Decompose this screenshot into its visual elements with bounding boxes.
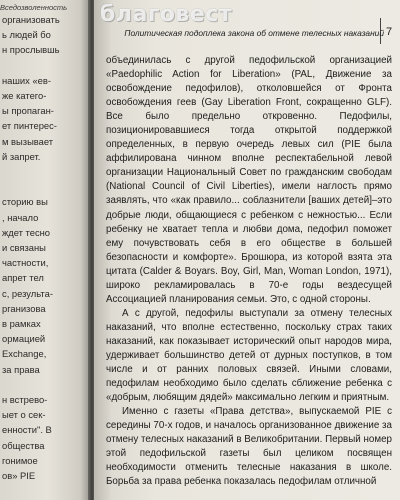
left-page-line: н встрево- [2, 394, 48, 405]
left-page-line: апрет тел [2, 272, 44, 284]
left-page-line: наших «ев- [2, 74, 51, 86]
left-page-line: общества [2, 439, 45, 451]
left-page-line: Exchange, [2, 348, 47, 360]
left-page-line: с, результа- [2, 287, 53, 299]
left-page-line: и связаны [2, 242, 46, 253]
left-page-line: й запрет. [2, 150, 41, 162]
page-body-text [106, 54, 392, 489]
left-page-line: н прослывшь [2, 44, 60, 56]
body-paragraph: А с другой, педофилы выступали за отмену телесных наказаний, что вполне естественно, поскольку страх таких наказаний, как показывает исторический опыт народов мира, удерживает большинство детей от дурных поступков, в том числе и от ранних половых связей. Иными словами, педофилам необходимо было сделать сближение ребенка с «добрым, любящим дядей» максимально легким и приятным. [106, 307, 392, 404]
left-running-head: Вседозволенность [0, 3, 68, 12]
left-page-line: рганизова [2, 302, 46, 314]
right-page [94, 0, 400, 500]
left-page-line: ы пропаган- [2, 105, 54, 117]
watermark-logo: благовест [100, 2, 233, 27]
left-page-line: частности, [2, 257, 49, 269]
left-page-line: ь людей бо [2, 29, 51, 41]
left-page-line: ормацией [2, 333, 46, 345]
left-page-line: сторию вы [2, 196, 48, 208]
left-page-line: ждет тесно [2, 226, 51, 238]
left-page-line: в рамках [2, 318, 41, 329]
body-paragraph: объединилась с другой педофильской организацией «Paedophilic Action for Liberation» (PAL, Движение за освобождение педофилов), отколовшейся от Фронта освобождения геев (Gay Liberation Front, сокращенно GLF). Все было предельно откровенно. Педофилы, позиционировавшиеся тогда открытой поддержкой определенных, в первую очередь левых сил (PIE была аффилирована чинном вполне респектабельной левой организации Национальный Совет по гражданским свободам (National Council of Civil Liberties), имели наглость прямо заявлять, что «как правило... соблазнители [ваших детей]–это добрые люди, общающиеся с ребенком с нежностью... Если ребенку не хватает тепла и любви дома, педофил поможет ему почувствовать себя в его обществе в большей безопасности и комфорте». Брошюра, из которой взята эта цитата (Calder & Boyars. Boy, Girl, Man, Woman London, 1971), широко рекламировалась в 70-е годы вездесущей Ассоциацией планирования семьи. Это, с одной стороны. [106, 55, 392, 305]
left-page-line: , начало [2, 211, 39, 223]
left-page-line: за права [2, 363, 40, 375]
left-page [0, 0, 92, 500]
left-page-line: м вызывает [2, 135, 54, 147]
page-number: 7 [386, 26, 393, 38]
left-page-line: организовать [2, 14, 60, 25]
left-page-line: ов» PIE [2, 470, 36, 481]
left-page-line: же катего- [2, 90, 47, 101]
body-paragraph: Именно с газеты «Права детства», выпускаемой PIE с середины 70-х годов, и началось организованное движение за отмену телесных наказаний в Великобритании. Первый номер этой педофильской газеты был целиком посвящен необходимости отменить телесные наказания в школе. Борьба за права ребенка показалась педофилам отличной [106, 406, 392, 488]
left-page-line: енности". В [2, 424, 52, 436]
left-page-line: ет пинтерес- [2, 120, 57, 132]
left-page-line: гонимое [2, 454, 38, 466]
running-head: Политическая подоплека закона об отмене телесных наказаний [124, 28, 384, 38]
left-page-line: ыет о сек- [2, 409, 46, 421]
